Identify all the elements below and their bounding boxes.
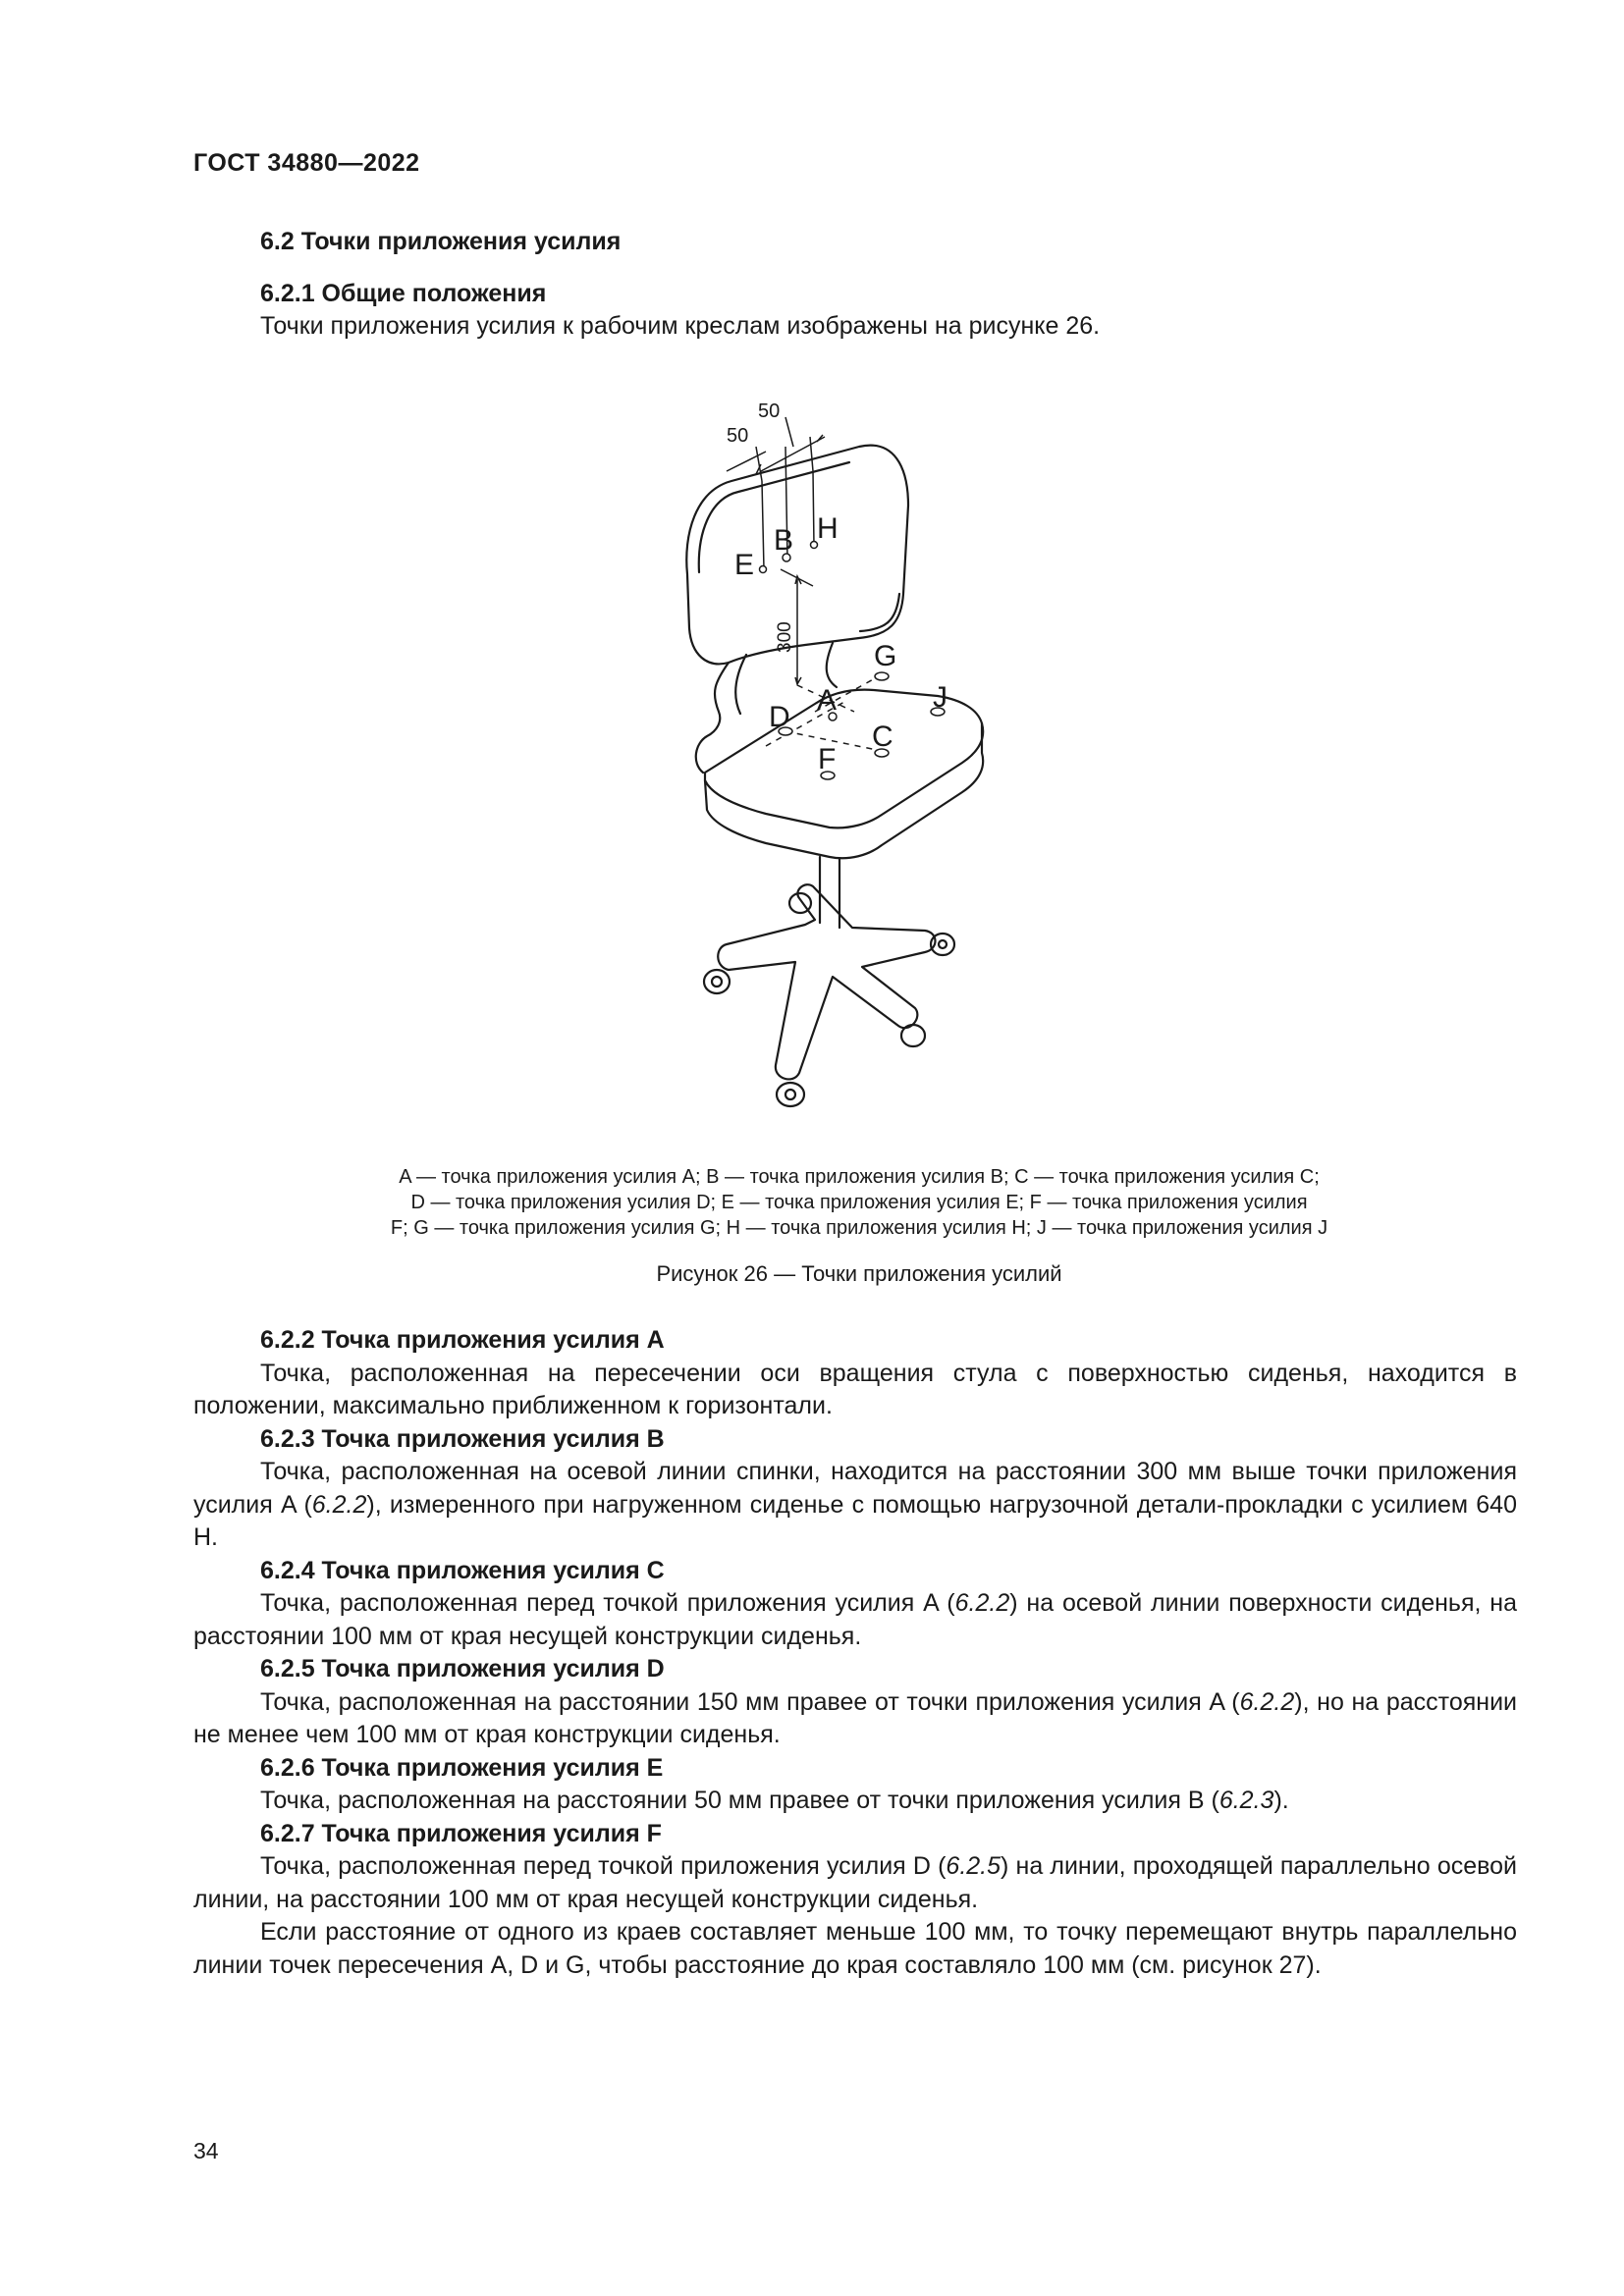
label-dim-50-lower: 50 [727,425,749,447]
label-point-G: G [874,640,897,672]
clause-625-title: 6.2.5 Точка приложения усилия D [260,1655,665,1682]
caster-rear-left [789,893,811,913]
label-point-C: C [872,721,893,753]
clause-624-title: 6.2.4 Точка приложения усилия C [260,1556,665,1584]
clause-623-text: Точка, расположенная на осевой линии спинки, находится на расстоянии 300 мм выше точки приложения усилия A (6.2.2), измеренного при нагруженном сиденье с помощью нагрузочной детали-прокладки с усилием 640 Н. [193,1458,1517,1551]
clause-626-ref: 6.2.3 [1218,1787,1274,1814]
point-marker-G [875,672,889,680]
point-marker-E [760,566,767,573]
intro-text: Точки приложения усилия к рабочим креслам изображены на рисунке 26. [260,312,1101,340]
label-point-H: H [817,512,839,545]
clause-626-title: 6.2.6 Точка приложения усилия E [260,1753,664,1782]
clause-624-ref: 6.2.2 [954,1589,1010,1617]
clause-625-text: Точка, расположенная на расстоянии 150 мм правее от точки приложения усилия A (6.2.2), но на расстоянии не менее чем 100 мм от края конструкции сиденья. [193,1687,1518,1748]
label-point-F: F [818,743,837,775]
chair-base [718,884,935,1079]
clause-627-title: 6.2.7 Точка приложения усилия F [260,1819,662,1847]
back-support-right [827,643,837,687]
clause-623-ref: 6.2.2 [311,1490,367,1519]
subsection-title: 6.2.1 Общие положения [260,280,547,307]
clause-626-text: Точка, расположенная на расстоянии 50 мм правее от точки приложения усилия B (6.2.3). [260,1787,1289,1814]
back-support [696,655,746,773]
clause-622-text: Точка, расположенная на пересечении оси вращения стула с поверхностью сиденья, находится в положении, максимально приближенном к горизонтали. [193,1359,1517,1419]
figure-caption: Рисунок 26 — Точки приложения усилий [656,1261,1062,1286]
clause-622-title: 6.2.2 Точка приложения усилия A [260,1326,665,1354]
clause-627-ref: 6.2.5 [946,1852,1001,1880]
label-point-E: E [734,549,755,581]
clause-624-text: Точка, расположенная перед точкой приложения усилия A (6.2.2) на осевой линии поверхности сиденья, на расстоянии 100 мм от края несущей конструкции сиденья. [193,1589,1518,1650]
caster-rear-right [901,1025,925,1046]
figure-legend-line-3: F; G — точка приложения усилия G; H — точка приложения усилия H; J — точка приложения усилия J [390,1217,1328,1239]
caster-left [704,970,730,993]
clause-623-title: 6.2.3 Точка приложения усилия B [260,1424,665,1453]
figure-legend-line-2: D — точка приложения усилия D; E — точка приложения усилия E; F — точка приложения усилия [410,1192,1308,1213]
section-title: 6.2 Точки приложения усилия [260,228,622,255]
page-number: 34 [193,2138,219,2163]
chair-figure [668,398,1070,1129]
label-point-A: A [817,684,838,717]
document-code: ГОСТ 34880—2022 [193,149,420,177]
gas-column [820,857,839,928]
clause-627-text-2: Если расстояние от одного из краев составляет меньше 100 мм, то точку перемещают внутрь параллельно линии точек пересечения A, D и G, чтобы расстояние до края составляло 100 мм (см. рисунок 27). [193,1918,1517,1979]
label-point-B: B [774,524,794,557]
caster-front [777,1083,804,1106]
label-dim-50-upper: 50 [758,400,781,422]
clause-627-text: Точка, расположенная перед точкой приложения усилия D (6.2.5) на линии, проходящей параллельно осевой линии, на расстоянии 100 мм от края несущей конструкции сиденья. [193,1852,1518,1913]
label-point-J: J [933,681,947,714]
label-point-D: D [769,701,790,733]
label-dim-300: 300 [775,621,795,653]
clauses-body [193,1324,1517,1982]
backrest-inner-edge [699,462,899,631]
figure-legend-line-1: A — точка приложения усилия A; B — точка приложения усилия B; C — точка приложения усилия C; [399,1166,1320,1188]
clause-625-ref: 6.2.2 [1239,1687,1295,1716]
